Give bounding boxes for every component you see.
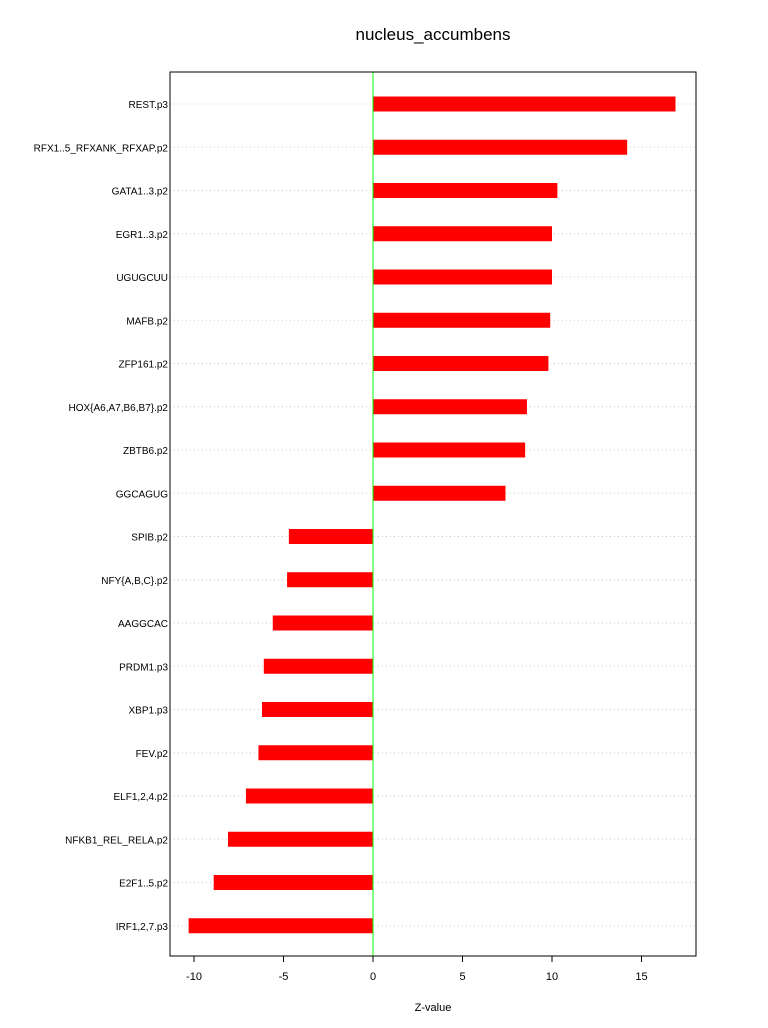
bar [262, 702, 373, 717]
bar [373, 226, 552, 241]
x-tick-label: 10 [545, 971, 559, 983]
category-label: ZBTB6.p2 [122, 446, 168, 457]
category-label: PRDM1.p3 [119, 662, 168, 674]
bar [189, 918, 373, 933]
category-label: UGUGCUU [116, 273, 168, 284]
category-label: ZFP161.p2 [118, 359, 168, 371]
x-tick-label: -10 [186, 971, 202, 983]
bar [258, 745, 373, 760]
category-labels [34, 100, 169, 933]
x-axis [186, 956, 648, 983]
category-label: REST.p3 [128, 100, 168, 111]
plot-frame [170, 72, 696, 956]
category-label: GATA1..3.p2 [111, 186, 168, 198]
category-label: HOX{A6,A7,B6,B7}.p2 [68, 402, 168, 414]
category-label: NFY{A,B,C}.p2 [101, 575, 168, 587]
bar [289, 529, 373, 544]
bar [287, 572, 373, 587]
bar [246, 789, 373, 804]
bar [373, 443, 525, 458]
category-label: GGCAGUG [115, 489, 168, 501]
category-label: ELF1,2,4.p2 [113, 792, 168, 803]
chart-title: nucleus_accumbens [355, 25, 511, 44]
x-tick-label: 5 [459, 971, 466, 983]
category-label: XBP1.p3 [128, 705, 168, 717]
bar [264, 659, 373, 674]
category-label: SPIB.p2 [131, 532, 168, 544]
category-label: FEV.p2 [135, 748, 168, 760]
category-label: E2F1..5.p2 [119, 878, 168, 890]
bars [189, 97, 676, 934]
bar [373, 399, 527, 414]
x-axis-label: Z-value [414, 1002, 452, 1014]
bar [228, 832, 373, 847]
bar [373, 313, 550, 328]
category-label: RFX1..5_RFXANK_RFXAP.p2 [33, 143, 168, 155]
x-tick-label: 15 [635, 971, 648, 983]
category-label: MAFB.p2 [126, 316, 168, 328]
category-label: EGR1..3.p2 [115, 229, 168, 241]
x-tick-label: -5 [278, 971, 289, 983]
category-label: NFKB1_REL_RELA.p2 [65, 835, 168, 847]
bar [373, 486, 505, 501]
bar [373, 356, 548, 371]
bar [373, 270, 552, 285]
bar [373, 183, 557, 198]
category-label: AAGGCAC [117, 619, 168, 630]
bar [214, 875, 373, 890]
bar [273, 616, 373, 631]
bar [373, 140, 627, 155]
bar [373, 97, 676, 112]
category-label: IRF1,2,7.p3 [115, 921, 168, 933]
x-tick-label: 0 [369, 971, 377, 983]
